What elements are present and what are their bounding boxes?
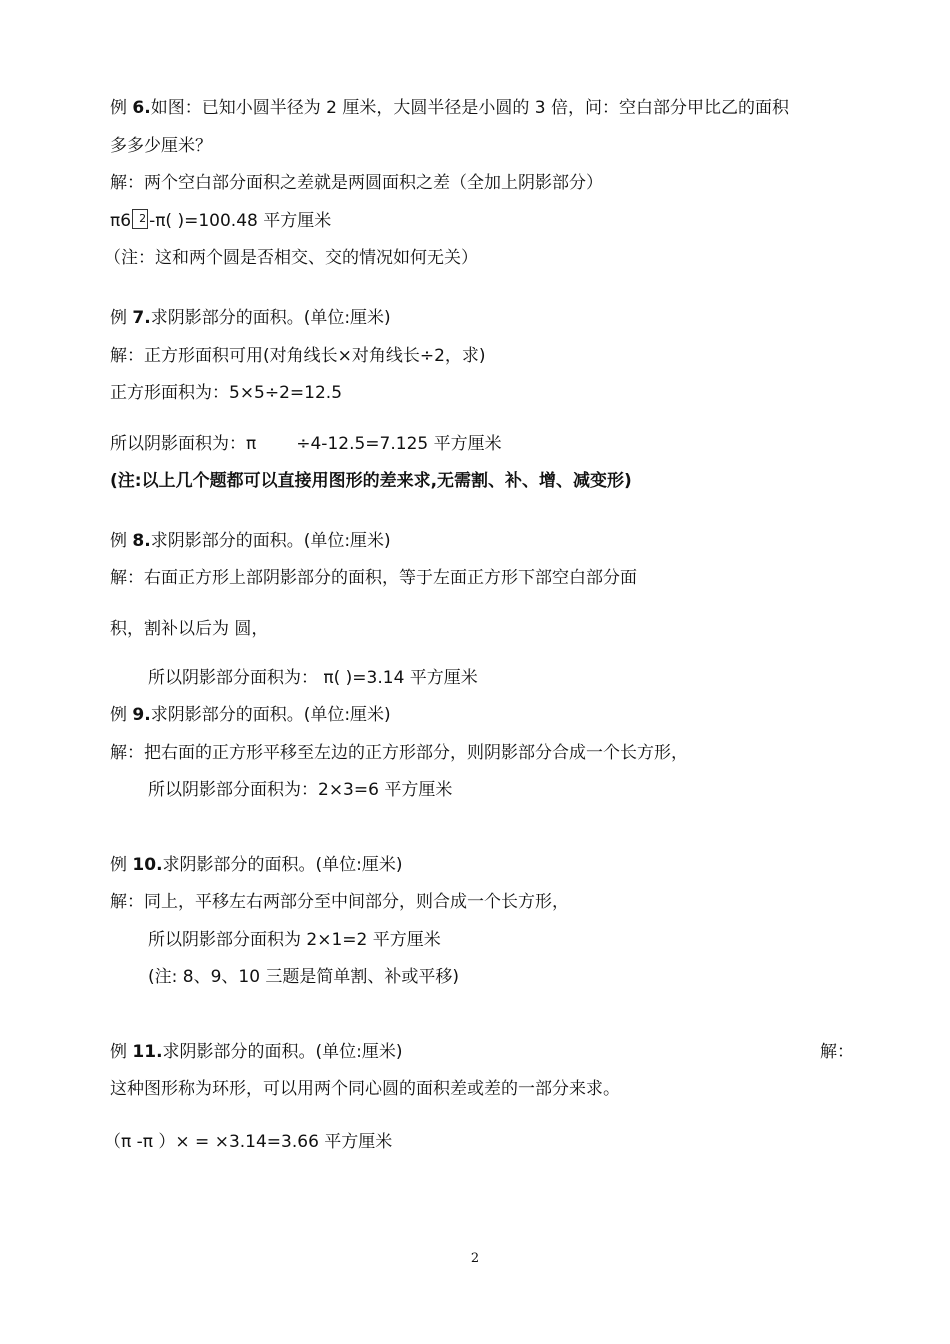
ex11-solution-label: 解：: [820, 1042, 854, 1062]
ex6-solution: 解：两个空白部分面积之差就是两圆面积之差（全加上阴影部分）: [110, 173, 603, 193]
ex6-note: （注：这和两个圆是否相交、交的情况如何无关）: [104, 248, 478, 268]
ex8-title: 例 8.求阴影部分的面积。(单位:厘米): [110, 531, 391, 551]
ex7-square-area: 正方形面积为：5×5÷2=12.5: [110, 383, 343, 403]
fraction-box-icon: 2: [132, 209, 148, 229]
ex11-title: 例 11.求阴影部分的面积。(单位:厘米): [110, 1042, 403, 1062]
ex8-solution-line2: 积，割补以后为 圆，: [110, 619, 269, 639]
ex9-title: 例 9.求阴影部分的面积。(单位:厘米): [110, 705, 391, 725]
ex10-answer: 所以阴影部分面积为 2×1=2 平方厘米: [148, 930, 441, 950]
ex6-question-line1: 例 6.如图：已知小圆半径为 2 厘米，大圆半径是小圆的 3 倍，问：空白部分甲比乙的面积: [110, 98, 789, 118]
ex9-answer: 所以阴影部分面积为：2×3=6 平方厘米: [148, 780, 453, 800]
ex7-solution: 解：正方形面积可用(对角线长×对角线长÷2，求): [110, 346, 486, 366]
ex7-note: (注:以上几个题都可以直接用图形的差来求,无需割、补、增、减变形): [110, 471, 632, 491]
ex11-formula: （π -π ）× = ×3.14=3.66 平方厘米: [104, 1132, 393, 1152]
ex8-solution-line1: 解：右面正方形上部阴影部分的面积，等于左面正方形下部空白部分面: [110, 568, 637, 588]
ex6-question-line2: 多多少厘米？: [110, 136, 212, 156]
ex10-note: (注: 8、9、10 三题是简单割、补或平移): [148, 967, 460, 987]
ex8-answer: 所以阴影部分面积为： π( )=3.14 平方厘米: [148, 668, 478, 688]
ex7-shade-area: 所以阴影面积为：π ÷4-12.5=7.125 平方厘米: [110, 434, 502, 454]
ex10-title: 例 10.求阴影部分的面积。(单位:厘米): [110, 855, 403, 875]
ex6-formula: π6 2 -π( )=100.48 平方厘米: [110, 211, 332, 231]
ex9-solution: 解：把右面的正方形平移至左边的正方形部分，则阴影部分合成一个长方形，: [110, 743, 688, 763]
page-number: 2: [470, 1251, 480, 1266]
ex11-description: 这种图形称为环形，可以用两个同心圆的面积差或差的一部分来求。: [110, 1079, 620, 1099]
ex10-solution: 解：同上，平移左右两部分至中间部分，则合成一个长方形，: [110, 892, 569, 912]
ex7-title: 例 7.求阴影部分的面积。(单位:厘米): [110, 308, 391, 328]
